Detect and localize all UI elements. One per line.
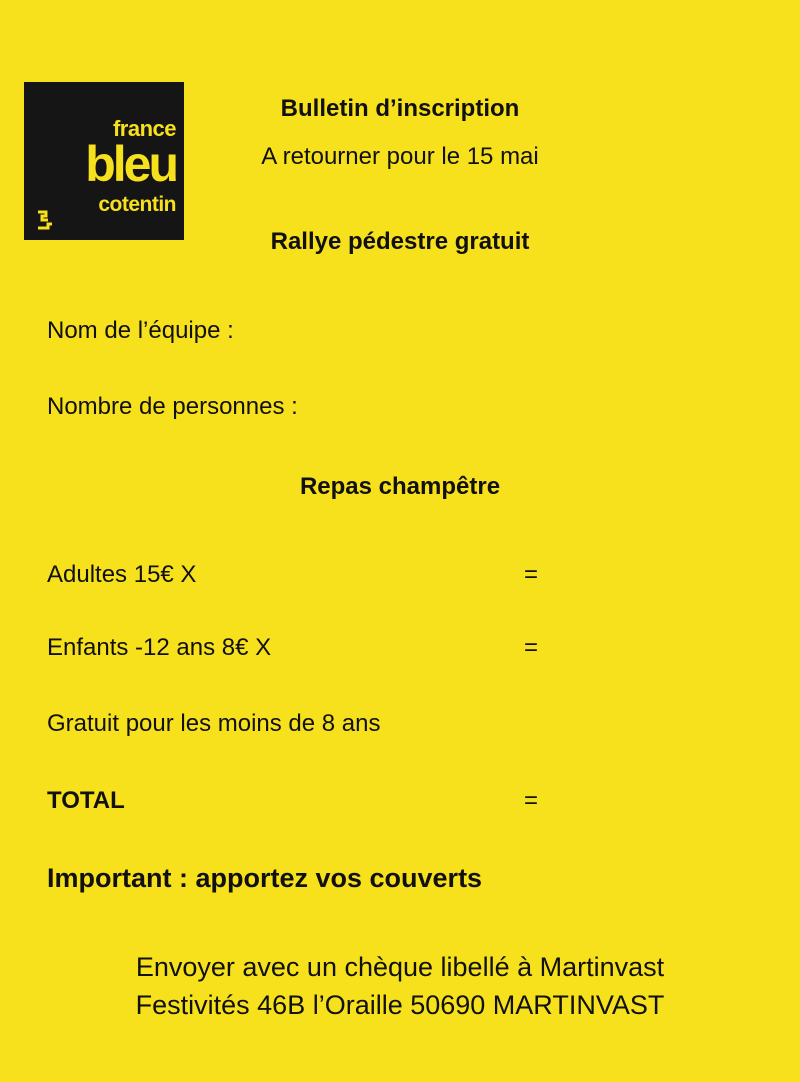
total-equals: = — [524, 787, 539, 814]
important-notice: Important : apportez vos couverts — [47, 863, 483, 893]
rallye-heading: Rallye pédestre gratuit — [270, 228, 530, 255]
team-name-label: Nom de l’équipe : — [47, 317, 234, 344]
people-count-label: Nombre de personnes : — [47, 393, 298, 420]
form-title: Bulletin d’inscription — [280, 95, 520, 122]
return-deadline: A retourner pour le 15 mai — [261, 143, 539, 170]
repas-heading: Repas champêtre — [299, 473, 501, 500]
children-equals: = — [524, 634, 539, 661]
free-under-8-label: Gratuit pour les moins de 8 ans — [47, 710, 381, 737]
adults-price-label: Adultes 15€ X — [47, 561, 197, 588]
logo-line-cotentin: cotentin — [98, 193, 176, 216]
address-line-1: Envoyer avec un chèque libellé à Martinvast — [135, 952, 665, 982]
total-label: TOTAL — [47, 787, 125, 814]
adults-equals: = — [524, 561, 539, 588]
children-price-label: Enfants -12 ans 8€ X — [47, 634, 272, 661]
address-line-2: Festivités 46B l’Oraille 50690 MARTINVAST — [135, 990, 665, 1020]
logo-line-bleu: bleu — [85, 136, 176, 192]
logo-line-france: france — [112, 116, 176, 141]
